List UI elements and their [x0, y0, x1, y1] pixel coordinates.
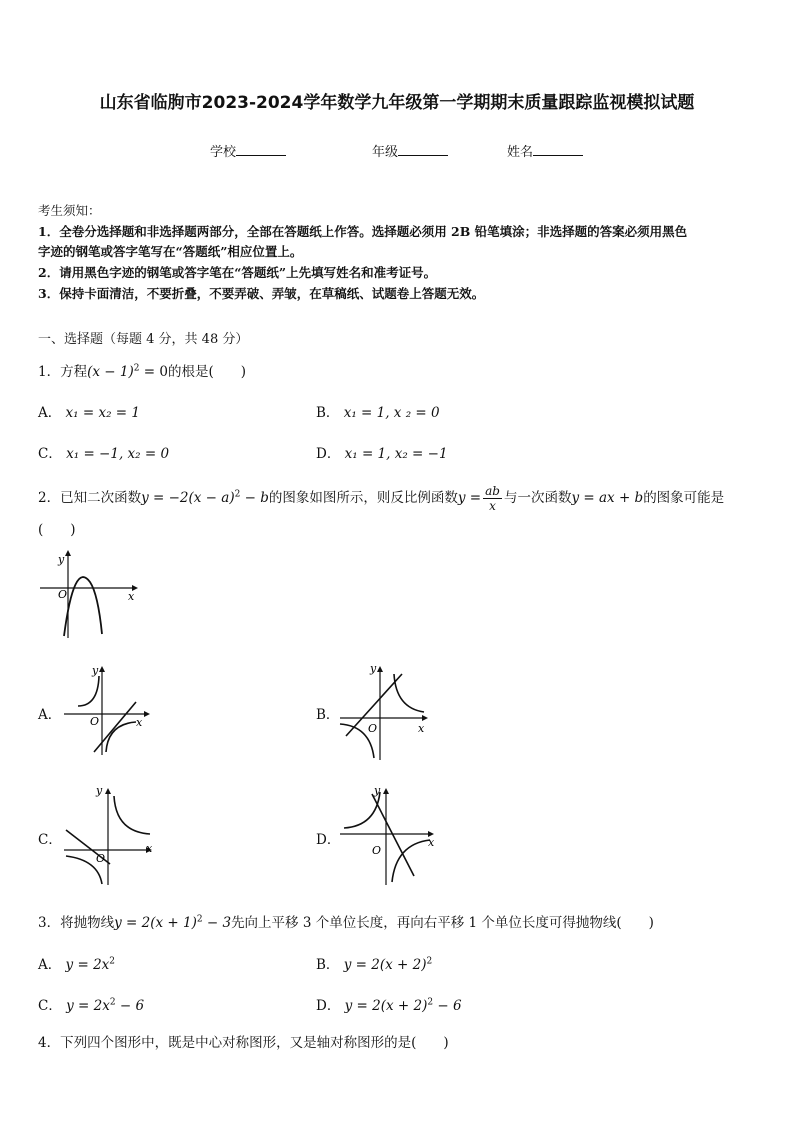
- option-label: C．: [38, 998, 62, 1014]
- option-label: D．: [316, 446, 341, 462]
- q2-option-b-graph: [338, 660, 430, 762]
- q2-option-c[interactable]: C．: [38, 832, 62, 848]
- y-label: y: [96, 784, 103, 797]
- q2-option-d-graph: [338, 782, 438, 887]
- grade-blank: [398, 142, 448, 156]
- page-title: 山东省临朐市2023-2024学年数学九年级第一学期期末质量跟踪监视模拟试题: [99, 93, 695, 113]
- notice-item: 字迹的钢笔或答字笔写在“答题纸”相应位置上。: [38, 244, 303, 259]
- q2-answer-paren: ( ): [38, 522, 76, 538]
- x-label: x: [428, 836, 435, 849]
- y-axis-arrow: [105, 788, 111, 794]
- q1-suffix: = 0的根是( ): [139, 364, 246, 380]
- parabola-curve: [64, 577, 102, 636]
- q3-prefix: 3．将抛物线: [38, 915, 115, 931]
- option-label: A．: [38, 957, 62, 973]
- x-axis-arrow: [144, 711, 150, 717]
- y-label: y: [58, 553, 65, 566]
- q1-expression: (x − 1): [87, 364, 134, 380]
- option-text: x₁ = 1, x ₂ = 0: [343, 405, 440, 421]
- hyperbola-branch: [394, 674, 424, 712]
- school-label: 学校: [210, 145, 237, 160]
- option-text: x₁ = x₂ = 1: [65, 405, 140, 421]
- hyperbola-branch: [106, 722, 136, 752]
- y-label: y: [370, 662, 377, 675]
- option-exponent: 2: [109, 956, 116, 967]
- option-text: y = 2(x + 2): [343, 957, 427, 973]
- option-text: x₁ = −1, x₂ = 0: [66, 446, 170, 462]
- section-heading: 一、选择题（每题 4 分，共 48 分）: [38, 332, 249, 347]
- origin-label: O: [90, 715, 100, 728]
- notice-item: 1．全卷分选择题和非选择题两部分，全部在答题纸上作答。选择题必须用 2B 铅笔填涂；非选择题的答案必须用黑色: [38, 224, 688, 239]
- q3-option-c[interactable]: [38, 994, 144, 1014]
- q2-middle-text: 的图象如图所示，则反比例函数: [268, 490, 458, 506]
- option-text: y = 2(x + 2): [344, 998, 428, 1014]
- y-label: y: [92, 664, 99, 677]
- q2-quadratic-tail: − b: [240, 490, 269, 506]
- q2-fraction: [483, 484, 502, 513]
- question-1: [38, 360, 246, 380]
- question-3: [38, 911, 654, 931]
- option-label: A．: [38, 405, 62, 421]
- option-tail: − 6: [115, 998, 145, 1014]
- question-4: 4．下列四个图形中，既是中心对称图形，又是轴对称图形的是( ): [38, 1035, 449, 1051]
- q1-option-a[interactable]: [38, 401, 140, 421]
- x-label: x: [146, 842, 153, 855]
- y-axis-arrow: [377, 666, 383, 672]
- option-text: x₁ = 1, x₂ = −1: [344, 446, 448, 462]
- grade-label: 年级: [372, 145, 399, 160]
- q2-option-b[interactable]: B．: [316, 707, 340, 723]
- notice-heading: 考生须知：: [38, 203, 101, 218]
- option-tail: − 6: [433, 998, 462, 1014]
- line-graph: [372, 794, 414, 876]
- q2-linear: y = ax + b: [571, 490, 644, 506]
- name-blank: [533, 142, 583, 156]
- notice-item: 3．保持卡面清洁，不要折叠，不要弄破、弄皱，在草稿纸、试题卷上答题无效。: [38, 286, 485, 301]
- school-field: [210, 141, 286, 160]
- fraction-numerator: ab: [485, 484, 500, 498]
- line-graph: [94, 702, 136, 752]
- y-axis-arrow: [99, 666, 105, 672]
- q1-option-d[interactable]: [316, 442, 448, 462]
- q1-exponent: 2: [133, 363, 140, 374]
- notice-item: 2．请用黑色字迹的钢笔或答字笔在“答题纸”上先填写姓名和准考证号。: [38, 265, 437, 280]
- option-exponent: 2: [109, 997, 116, 1008]
- q2-reciprocal-lhs: y =: [457, 490, 482, 506]
- y-axis-arrow: [383, 788, 389, 794]
- option-text: y = 2x: [65, 957, 110, 973]
- x-axis-arrow: [422, 715, 428, 721]
- option-label: B．: [316, 957, 340, 973]
- hyperbola-branch: [78, 676, 99, 706]
- q3-exponent: 2: [196, 914, 203, 925]
- q2-option-a[interactable]: A．: [38, 707, 62, 723]
- option-label: C．: [38, 446, 62, 462]
- q3-option-b[interactable]: [316, 953, 432, 973]
- name-field: [507, 141, 583, 160]
- hyperbola-branch: [114, 796, 150, 834]
- q2-middle-text-2: 与一次函数: [503, 490, 572, 506]
- q3-expression: y = 2(x + 1): [114, 915, 197, 931]
- origin-label: O: [372, 844, 382, 857]
- origin-label: O: [368, 722, 378, 735]
- x-label: x: [136, 716, 143, 729]
- q2-option-a-graph: [62, 662, 152, 757]
- name-label: 姓名: [507, 145, 534, 160]
- origin-label: O: [58, 588, 68, 601]
- x-label: x: [128, 590, 135, 603]
- q3-option-d[interactable]: [316, 994, 462, 1014]
- q2-exponent: 2: [234, 489, 241, 500]
- q2-suffix: 的图象可能是: [643, 490, 725, 506]
- q3-option-a[interactable]: [38, 953, 115, 973]
- q1-prefix: 1．方程: [38, 364, 88, 380]
- grade-field: [372, 141, 448, 160]
- q3-suffix: 先向上平移 3 个单位长度，再向右平移 1 个单位长度可得抛物线( ): [231, 915, 654, 931]
- hyperbola-branch: [392, 840, 430, 882]
- q2-option-c-graph: [62, 782, 158, 887]
- y-label: y: [374, 784, 381, 797]
- q1-option-b[interactable]: [316, 401, 440, 421]
- school-blank: [236, 142, 286, 156]
- q2-option-d[interactable]: D．: [316, 832, 341, 848]
- option-exponent: 2: [427, 997, 434, 1008]
- question-2: [38, 484, 724, 513]
- x-label: x: [418, 722, 425, 735]
- q2-quadratic: y = −2(x − a): [141, 490, 235, 506]
- option-label: B．: [316, 405, 340, 421]
- q3-expression-tail: − 3: [202, 915, 232, 931]
- q2-prefix: 2．已知二次函数: [38, 490, 142, 506]
- option-text: y = 2x: [66, 998, 110, 1014]
- fraction-denominator: x: [489, 499, 496, 513]
- option-label: D．: [316, 998, 341, 1014]
- origin-label: O: [96, 852, 106, 865]
- q1-option-c[interactable]: [38, 442, 169, 462]
- option-exponent: 2: [426, 956, 433, 967]
- q2-given-graph: [38, 548, 138, 640]
- y-axis-arrow: [65, 550, 71, 556]
